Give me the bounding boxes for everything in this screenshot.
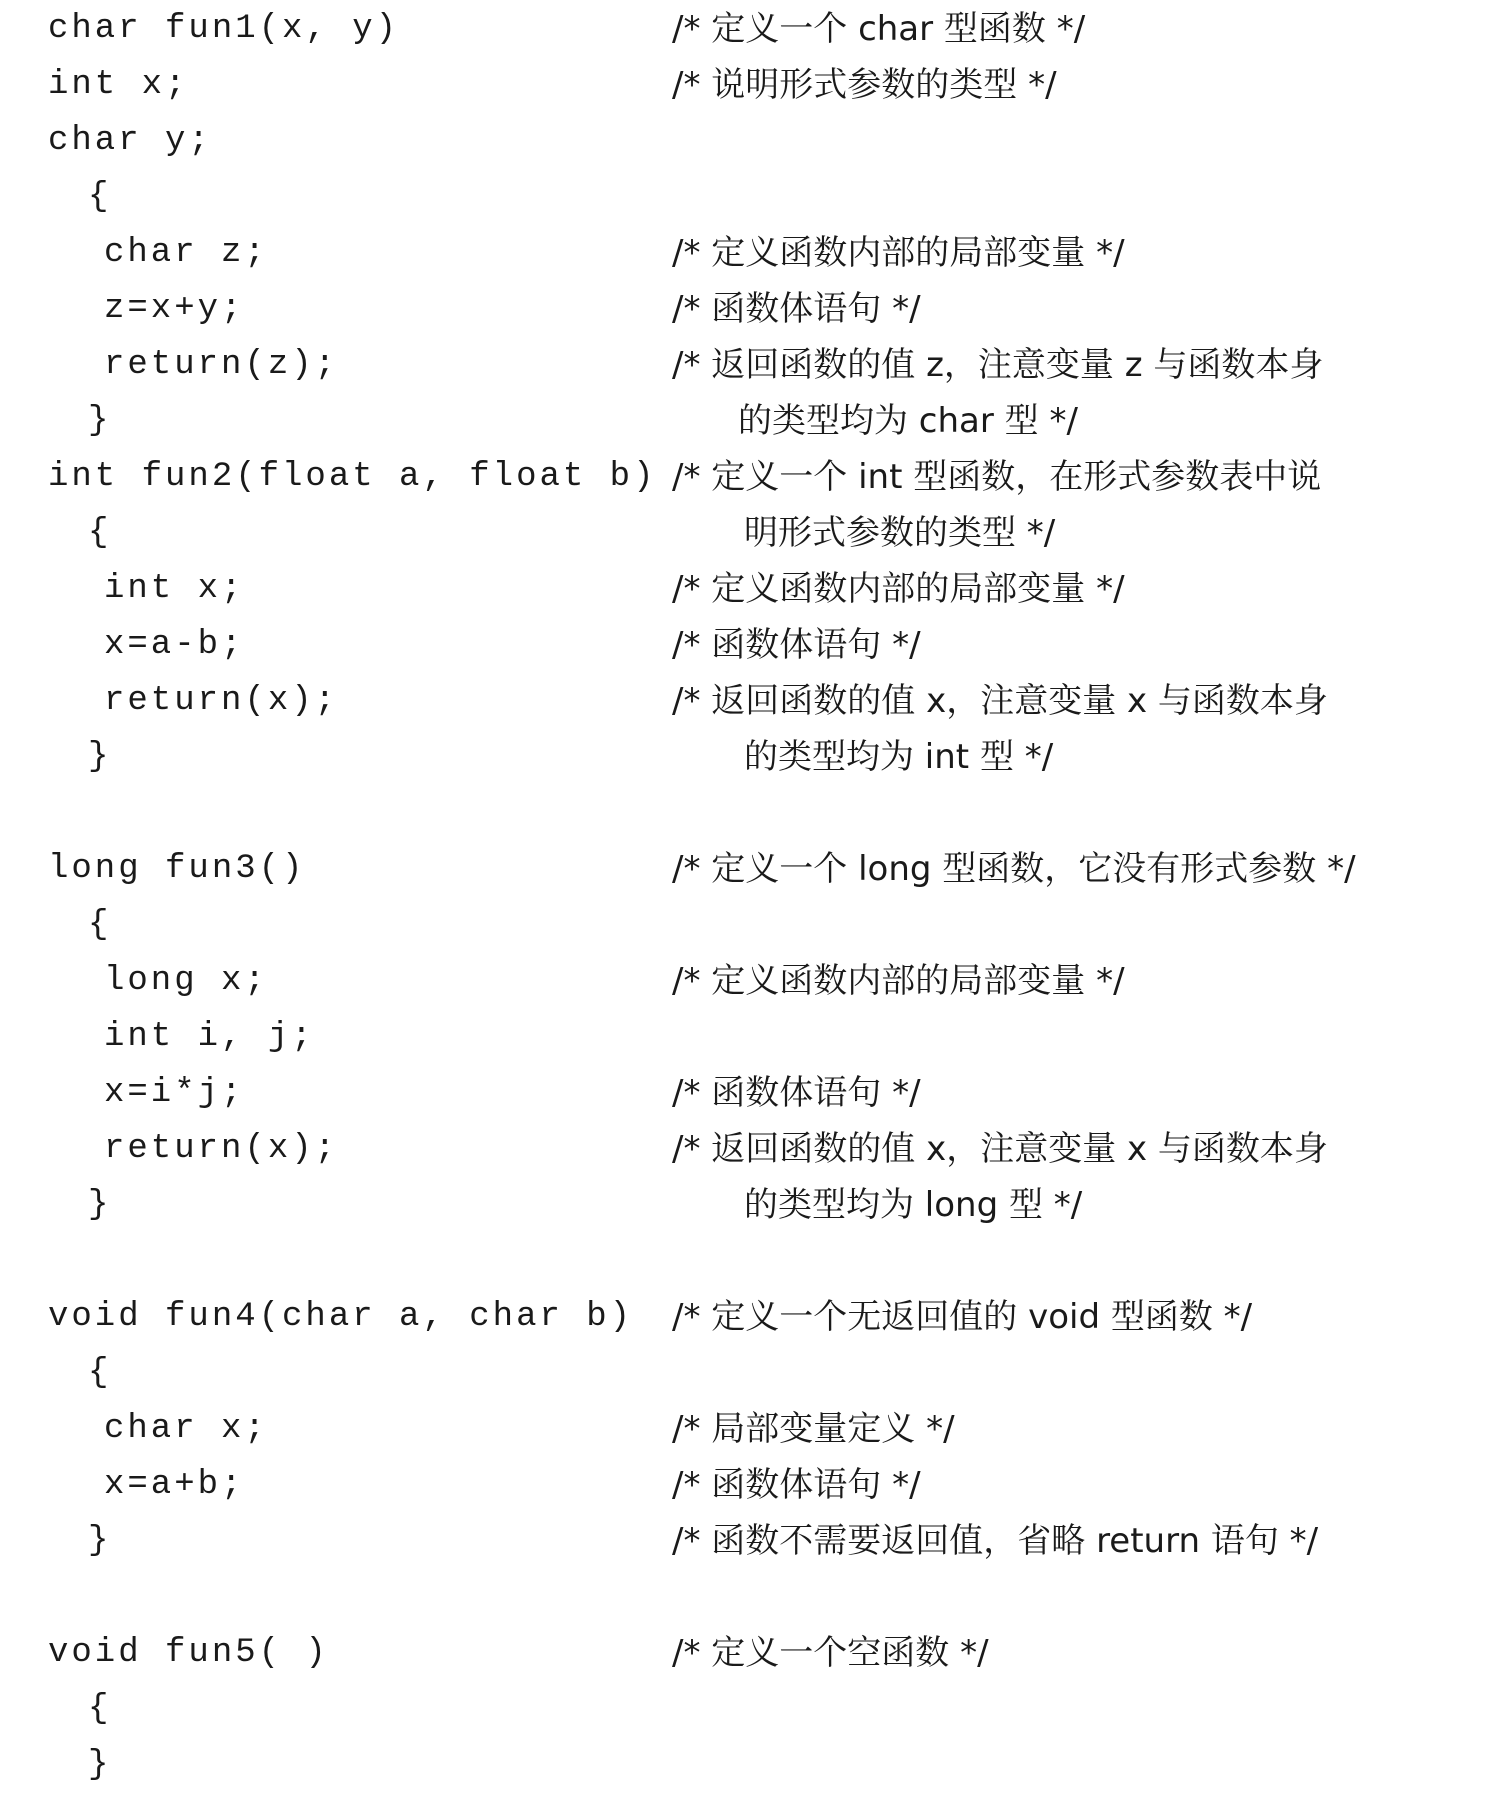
code-comment: /* 函数体语句 */ bbox=[672, 289, 921, 329]
code-comment: /* 函数体语句 */ bbox=[672, 1465, 921, 1505]
code-line bbox=[0, 1625, 1506, 1681]
code-text: } bbox=[88, 738, 112, 776]
code-comment: 明形式参数的类型 */ bbox=[744, 513, 1056, 553]
code-line bbox=[0, 113, 1506, 169]
code-comment: /* 定义一个 int 型函数，在形式参数表中说 bbox=[672, 457, 1322, 497]
code-text: } bbox=[88, 1522, 112, 1560]
code-comment: /* 定义一个 char 型函数 */ bbox=[672, 9, 1086, 49]
code-text: int fun2(float a, float b) bbox=[48, 458, 657, 496]
code-comment: /* 函数不需要返回值，省略 return 语句 */ bbox=[672, 1521, 1319, 1561]
code-text: } bbox=[88, 1186, 112, 1224]
code-text: x=i*j; bbox=[104, 1074, 245, 1112]
code-text: return(z); bbox=[104, 346, 339, 384]
code-comment: /* 说明形式参数的类型 */ bbox=[672, 65, 1057, 105]
code-comment: /* 返回函数的值 x，注意变量 x 与函数本身 bbox=[672, 681, 1328, 721]
code-text: return(x); bbox=[104, 682, 339, 720]
code-text: } bbox=[88, 402, 112, 440]
code-comment: /* 函数体语句 */ bbox=[672, 1073, 921, 1113]
code-text: int x; bbox=[48, 66, 189, 104]
code-text: return(x); bbox=[104, 1130, 339, 1168]
code-line bbox=[0, 1737, 1506, 1793]
code-text: char x; bbox=[104, 1410, 268, 1448]
code-comment: 的类型均为 char 型 */ bbox=[738, 401, 1078, 441]
code-comment: 的类型均为 long 型 */ bbox=[744, 1185, 1083, 1225]
code-text: { bbox=[88, 1354, 112, 1392]
code-line bbox=[0, 57, 1506, 113]
code-line bbox=[0, 281, 1506, 337]
code-line bbox=[0, 169, 1506, 225]
code-text: } bbox=[88, 1746, 112, 1784]
code-text: char y; bbox=[48, 122, 212, 160]
code-text: void fun5( ) bbox=[48, 1634, 329, 1672]
code-text: long fun3() bbox=[48, 850, 306, 888]
code-line bbox=[0, 1345, 1506, 1401]
code-line bbox=[0, 1009, 1506, 1065]
code-text: { bbox=[88, 906, 112, 944]
code-line bbox=[0, 1065, 1506, 1121]
code-comment: /* 局部变量定义 */ bbox=[672, 1409, 955, 1449]
code-text: void fun4(char a, char b) bbox=[48, 1298, 634, 1336]
code-comment: /* 定义函数内部的局部变量 */ bbox=[672, 233, 1125, 273]
code-line bbox=[0, 337, 1506, 393]
code-comment: /* 定义一个无返回值的 void 型函数 */ bbox=[672, 1297, 1253, 1337]
code-line bbox=[0, 673, 1506, 729]
code-line bbox=[0, 449, 1506, 505]
code-line bbox=[0, 897, 1506, 953]
code-line bbox=[0, 841, 1506, 897]
code-text: long x; bbox=[104, 962, 268, 1000]
code-text: { bbox=[88, 1690, 112, 1728]
code-line bbox=[0, 393, 1506, 449]
code-line bbox=[0, 1401, 1506, 1457]
code-line bbox=[0, 1289, 1506, 1345]
code-line bbox=[0, 953, 1506, 1009]
code-comment: /* 返回函数的值 z，注意变量 z 与函数本身 bbox=[672, 345, 1324, 385]
code-comment: /* 返回函数的值 x，注意变量 x 与函数本身 bbox=[672, 1129, 1328, 1169]
code-text: int x; bbox=[104, 570, 245, 608]
code-text: int i, j; bbox=[104, 1018, 315, 1056]
code-comment: 的类型均为 int 型 */ bbox=[744, 737, 1054, 777]
code-line bbox=[0, 505, 1506, 561]
code-line bbox=[0, 1177, 1506, 1233]
code-text: char fun1(x, y) bbox=[48, 10, 400, 48]
code-line bbox=[0, 1, 1506, 57]
code-line bbox=[0, 561, 1506, 617]
code-line bbox=[0, 225, 1506, 281]
code-line bbox=[0, 617, 1506, 673]
code-text: char z; bbox=[104, 234, 268, 272]
code-text: { bbox=[88, 178, 112, 216]
code-text: { bbox=[88, 514, 112, 552]
code-line bbox=[0, 1513, 1506, 1569]
code-line bbox=[0, 1121, 1506, 1177]
code-comment: /* 定义函数内部的局部变量 */ bbox=[672, 569, 1125, 609]
code-comment: /* 定义一个 long 型函数，它没有形式参数 */ bbox=[672, 849, 1356, 889]
code-line bbox=[0, 1457, 1506, 1513]
code-text: x=a-b; bbox=[104, 626, 245, 664]
code-text: x=a+b; bbox=[104, 1466, 245, 1504]
code-comment: /* 定义函数内部的局部变量 */ bbox=[672, 961, 1125, 1001]
code-text: z=x+y; bbox=[104, 290, 245, 328]
code-line bbox=[0, 1681, 1506, 1737]
code-line bbox=[0, 729, 1506, 785]
code-comment: /* 定义一个空函数 */ bbox=[672, 1633, 989, 1673]
code-comment: /* 函数体语句 */ bbox=[672, 625, 921, 665]
